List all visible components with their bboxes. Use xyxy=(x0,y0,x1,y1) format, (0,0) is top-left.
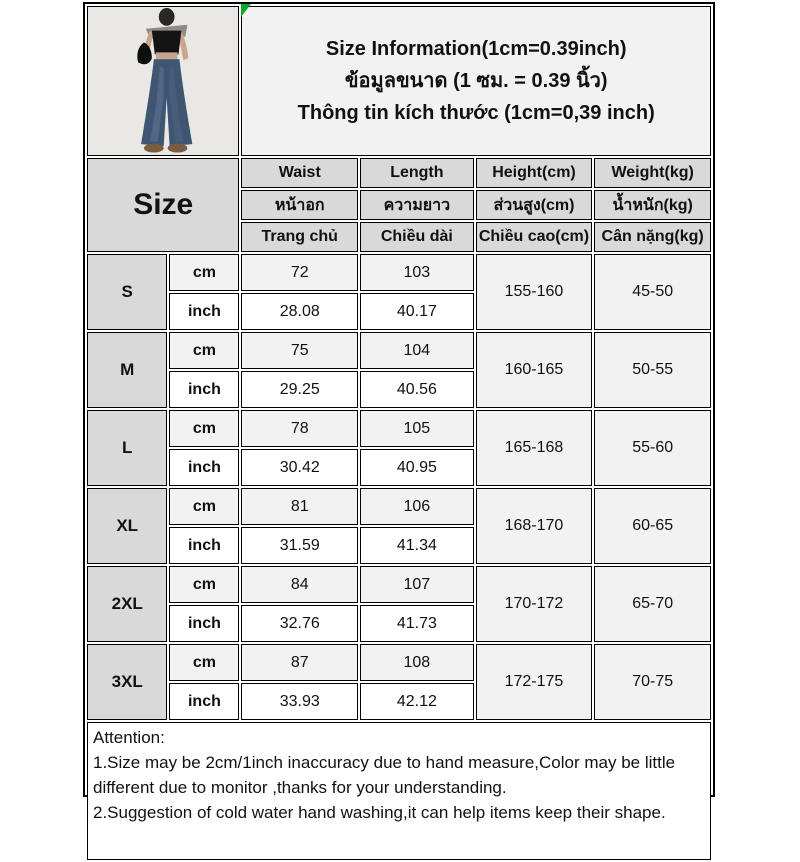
length-inch-m: 40.56 xyxy=(360,371,474,408)
unit-inch: inch xyxy=(169,605,239,642)
col-header-length-th: ความยาว xyxy=(360,190,474,220)
table-row-3xl-cm xyxy=(87,644,711,681)
model-photo-illustration xyxy=(88,7,238,155)
col-header-weight-th: น้ำหนัก(kg) xyxy=(594,190,711,220)
col-header-length-en: Length xyxy=(360,158,474,188)
length-cm-m: 104 xyxy=(360,332,474,369)
unit-inch: inch xyxy=(169,449,239,486)
attention-heading: Attention: xyxy=(93,728,165,747)
waist-inch-m: 29.25 xyxy=(241,371,358,408)
height-range-2xl: 170-172 xyxy=(476,566,593,642)
unit-cm: cm xyxy=(169,410,239,447)
table-row-2xl-cm xyxy=(87,566,711,603)
attention-line-2: 2.Suggestion of cold water hand washing,it can help items keep their shape. xyxy=(93,803,666,822)
size-label-2xl: 2XL xyxy=(87,566,167,642)
waist-inch-3xl: 33.93 xyxy=(241,683,358,720)
waist-cm-xl: 81 xyxy=(241,488,358,525)
title-line-english: Size Information(1cm=0.39inch) xyxy=(325,38,627,60)
weight-range-xl: 60-65 xyxy=(594,488,711,564)
size-label-m: M xyxy=(87,332,167,408)
unit-inch: inch xyxy=(169,527,239,564)
height-range-s: 155-160 xyxy=(476,254,593,330)
waist-cm-2xl: 84 xyxy=(241,566,358,603)
col-header-height-th: ส่วนสูง(cm) xyxy=(476,190,593,220)
title-line-vietnamese: Thông tin kích thước (1cm=0,39 inch) xyxy=(297,102,655,124)
length-inch-xl: 41.34 xyxy=(360,527,474,564)
attention-line-1: 1.Size may be 2cm/1inch inaccuracy due to hand measure,Color may be little different due to monitor ,thanks for your understanding. xyxy=(93,753,676,797)
size-label-xl: XL xyxy=(87,488,167,564)
waist-cm-3xl: 87 xyxy=(241,644,358,681)
size-header-cell: Size xyxy=(87,158,239,252)
height-range-l: 165-168 xyxy=(476,410,593,486)
unit-inch: inch xyxy=(169,683,239,720)
height-range-xl: 168-170 xyxy=(476,488,593,564)
unit-cm: cm xyxy=(169,254,239,291)
unit-cm: cm xyxy=(169,566,239,603)
col-header-waist-th: หน้าอก xyxy=(241,190,358,220)
size-table xyxy=(85,4,713,862)
weight-range-l: 55-60 xyxy=(594,410,711,486)
unit-cm: cm xyxy=(169,332,239,369)
col-header-weight-en: Weight(kg) xyxy=(594,158,711,188)
unit-inch: inch xyxy=(169,293,239,330)
size-label-3xl: 3XL xyxy=(87,644,167,720)
height-range-m: 160-165 xyxy=(476,332,593,408)
weight-range-3xl: 70-75 xyxy=(594,644,711,720)
length-inch-l: 40.95 xyxy=(360,449,474,486)
length-cm-3xl: 108 xyxy=(360,644,474,681)
length-inch-s: 40.17 xyxy=(360,293,474,330)
unit-inch: inch xyxy=(169,371,239,408)
product-photo-cell xyxy=(87,6,239,156)
table-row-m-cm xyxy=(87,332,711,369)
title-cell xyxy=(241,6,711,156)
table-row-s-cm xyxy=(87,254,711,291)
col-header-waist-en: Waist xyxy=(241,158,358,188)
weight-range-2xl: 65-70 xyxy=(594,566,711,642)
waist-cm-l: 78 xyxy=(241,410,358,447)
length-cm-s: 103 xyxy=(360,254,474,291)
col-header-length-vi: Chiều dài xyxy=(360,222,474,252)
weight-range-m: 50-55 xyxy=(594,332,711,408)
waist-inch-s: 28.08 xyxy=(241,293,358,330)
table-row-xl-cm xyxy=(87,488,711,525)
green-corner-flag-icon xyxy=(241,4,251,17)
length-cm-xl: 106 xyxy=(360,488,474,525)
waist-cm-s: 72 xyxy=(241,254,358,291)
col-header-height-en: Height(cm) xyxy=(476,158,593,188)
col-header-height-vi: Chiều cao(cm) xyxy=(476,222,593,252)
size-label-l: L xyxy=(87,410,167,486)
col-header-waist-vi: Trang chủ xyxy=(241,222,358,252)
waist-inch-l: 30.42 xyxy=(241,449,358,486)
waist-inch-xl: 31.59 xyxy=(241,527,358,564)
size-chart-sheet xyxy=(83,2,715,822)
length-inch-2xl: 41.73 xyxy=(360,605,474,642)
waist-cm-m: 75 xyxy=(241,332,358,369)
weight-range-s: 45-50 xyxy=(594,254,711,330)
waist-inch-2xl: 32.76 xyxy=(241,605,358,642)
size-label-s: S xyxy=(87,254,167,330)
length-inch-3xl: 42.12 xyxy=(360,683,474,720)
attention-note xyxy=(87,722,711,860)
col-header-weight-vi: Cân nặng(kg) xyxy=(594,222,711,252)
unit-cm: cm xyxy=(169,488,239,525)
length-cm-l: 105 xyxy=(360,410,474,447)
length-cm-2xl: 107 xyxy=(360,566,474,603)
height-range-3xl: 172-175 xyxy=(476,644,593,720)
unit-cm: cm xyxy=(169,644,239,681)
table-row-l-cm xyxy=(87,410,711,447)
title-line-thai: ข้อมูลขนาด (1 ซม. = 0.39 นิ้ว) xyxy=(344,70,608,92)
